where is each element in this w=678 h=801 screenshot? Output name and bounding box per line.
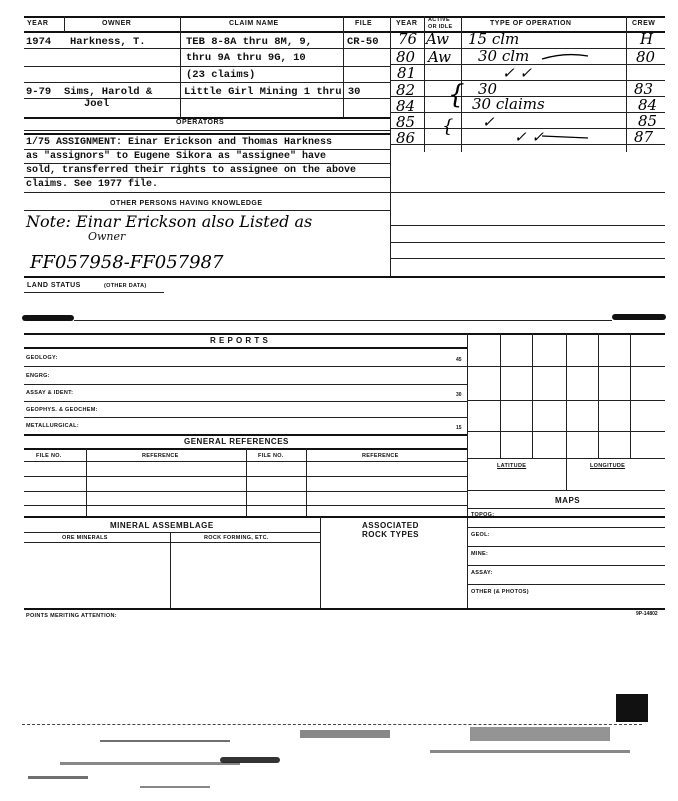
mineral-rock-forming: ROCK FORMING, ETC. [204,535,269,541]
header-owner: OWNER [102,20,132,27]
claim-name-line-1: TEB 8-8A thru 8M, 9, [186,36,313,48]
operators-line-2: as "assignors" to Eugene Sikora as "assignee" have [26,151,327,162]
latitude-label: LATITUDE [497,463,527,469]
other-persons-hand-3: FF057958-FF057987 [30,252,224,273]
reports-title: R E P O R T S [210,336,269,345]
crew-87: 87 [634,128,654,146]
maps-other: OTHER (& PHOTOS) [471,589,529,595]
owner-year-9-79: 9-79 [26,86,52,98]
owner-name-harkness: Harkness, T. [70,36,146,48]
crew-80: 80 [636,48,656,66]
reports-geophys: GEOPHYS. & GEOCHEM: [26,407,98,413]
header-claim-name: CLAIM NAME [229,20,279,27]
mineral-ore: ORE MINERALS [62,535,108,541]
reports-geology: GEOLOGY: [26,355,58,361]
header-year-2: YEAR [396,20,418,27]
owner-name-joel: Joel [84,98,110,110]
operators-line-3: sold, transferred their rights to assignee on the above [26,165,357,176]
gen-ref-file-no-2: FILE NO. [258,453,284,459]
claim-name-line-2: thru 9A thru 9G, 10 [186,52,306,64]
activity-year-85: 85 [396,113,416,131]
mineral-title: MINERAL ASSEMBLAGE [110,521,214,530]
gen-ref-reference-2: REFERENCE [362,453,399,459]
maps-mine: MINE: [471,551,489,557]
maps-assay: ASSAY: [471,570,493,576]
header-year: YEAR [27,20,49,27]
operation-30: 30 [478,80,498,98]
activity-status-76: Aw [426,30,449,48]
header-active-idle: ACTIVE [428,17,450,23]
claim-name-little-girl: Little Girl Mining 1 thru 30 [184,86,361,98]
longitude-label: LONGITUDE [590,463,626,469]
reports-num-30: 30 [456,392,462,398]
crew-84: 84 [638,96,658,114]
operators-line-4: claims. See 1977 file. [26,179,159,190]
operation-30-claims-2: 30 claims [472,95,545,113]
punch-mark-right [612,314,666,320]
land-status-title: LAND STATUS [27,282,81,289]
header-crew: CREW [632,20,656,27]
brace-mark: { [448,80,465,110]
ditto-mark-3: ✓ ✓ [514,128,544,146]
punch-mark-left [22,315,74,321]
crew-h: H [640,30,654,48]
mineral-assoc-2: ROCK TYPES [362,530,420,539]
dash-stroke [540,50,590,64]
brace-mark-2: { [442,116,454,137]
ditto-mark-2: ✓ [482,113,495,131]
form-number: 9P-14802 [636,611,658,617]
operators-title: OPERATORS [176,119,225,126]
activity-status-80: Aw [428,48,451,66]
activity-year-81: 81 [397,64,417,82]
file-number: CR-50 [347,36,379,48]
activity-year-76: 76 [398,30,418,48]
owner-name-sims: Sims, Harold & [64,86,153,98]
activity-year-86: 86 [396,129,416,147]
mineral-assoc-1: ASSOCIATED [362,521,419,530]
operation-30-claims: 30 clm [478,47,530,65]
reports-num-15: 15 [456,425,462,431]
reports-metallurgical: METALLURGICAL: [26,423,79,429]
maps-title: MAPS [555,496,581,505]
crew-85: 85 [638,112,658,130]
points-meriting-attention: POINTS MERITING ATTENTION: [26,613,117,619]
maps-geol: GEOL: [471,532,490,538]
header-type-of-operation: TYPE OF OPERATION [490,20,572,27]
other-persons-hand-1: Note: Einar Erickson also Listed as [26,212,313,231]
operators-line-1: 1/75 ASSIGNMENT: Einar Erickson and Thomas Harkness [26,137,333,148]
other-persons-hand-2: Owner [88,230,126,243]
claim-name-line-3: (23 claims) [186,69,256,81]
reports-assay: ASSAY & IDENT: [26,390,74,396]
activity-year-82: 82 [396,81,416,99]
land-status-sub: (OTHER DATA) [104,283,147,289]
operation-15-claims: 15 clm [468,30,520,48]
owner-year-1974: 1974 [26,36,52,48]
header-or-idle: OR IDLE [428,24,453,30]
dash-stroke-2 [540,132,590,144]
corner-mark [616,694,648,722]
activity-year-84: 84 [396,97,416,115]
reports-engrg: ENGRG: [26,373,50,379]
activity-year-80: 80 [396,48,416,66]
crew-83: 83 [634,80,654,98]
gen-ref-file-no-1: FILE NO. [36,453,62,459]
general-references-title: GENERAL REFERENCES [184,437,289,446]
reports-num-45: 45 [456,357,462,363]
header-file: FILE [355,20,373,27]
ditto-mark-1: ✓ ✓ [502,64,532,82]
other-persons-title: OTHER PERSONS HAVING KNOWLEDGE [110,200,263,207]
gen-ref-reference-1: REFERENCE [142,453,179,459]
maps-topog: TOPOG: [471,512,495,518]
